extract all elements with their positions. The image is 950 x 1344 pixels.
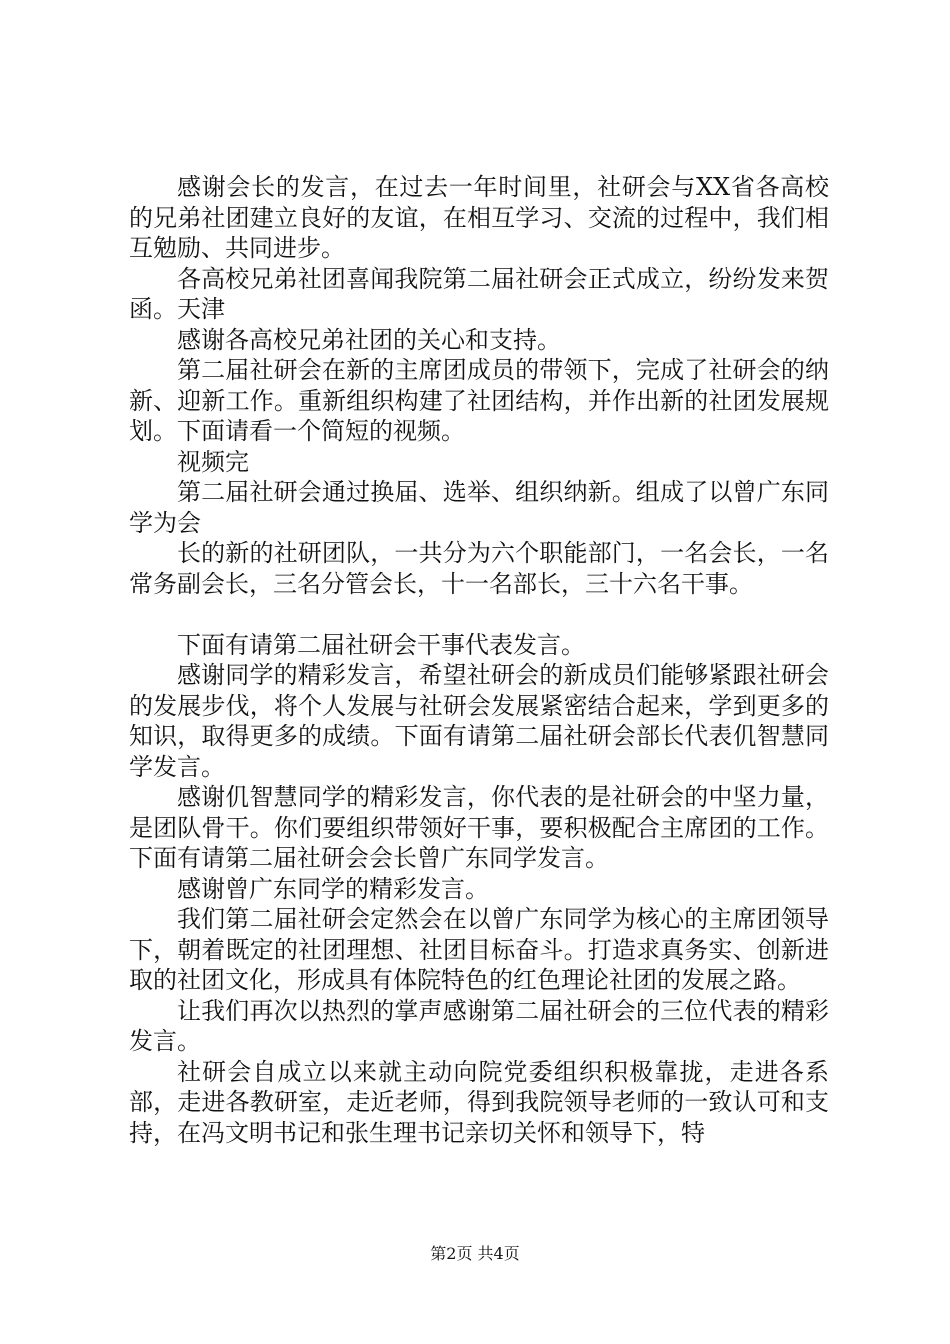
- paragraph-5: 视频完: [177, 447, 249, 476]
- paragraph-12: 我们第二届社研会定然会在以曾广东同学为核心的主席团领导下，朝着既定的社团理想、社团目标奋斗。打造求真务实、创新进取的社团文化，形成具有体院特色的红色理论社团的发展之路。: [129, 905, 829, 994]
- paragraph-spacer: [129, 599, 829, 630]
- paragraph-8: 下面有请第二届社研会干事代表发言。: [177, 630, 585, 659]
- document-body: [129, 172, 829, 1148]
- paragraph-9: 感谢同学的精彩发言，希望社研会的新成员们能够紧跟社研会的发展步伐，将个人发展与社研会发展紧密结合起来，学到更多的知识，取得更多的成绩。下面有请第二届社研会部长代表仉智慧同学发言。: [129, 661, 829, 781]
- paragraph-2: 各高校兄弟社团喜闻我院第二届社研会正式成立，纷纷发来贺函。天津: [129, 264, 829, 323]
- paragraph-3: 感谢各高校兄弟社团的关心和支持。: [177, 325, 561, 354]
- paragraph-11: 感谢曾广东同学的精彩发言。: [177, 874, 489, 903]
- page-number-label: 第2页 共4页: [430, 1244, 520, 1263]
- paragraph-6: 第二届社研会通过换届、选举、组织纳新。组成了以曾广东同学为会: [129, 478, 829, 537]
- paragraph-4: 第二届社研会在新的主席团成员的带领下，完成了社研会的纳新、迎新工作。重新组织构建了社团结构，并作出新的社团发展规划。下面请看一个简短的视频。: [129, 356, 829, 445]
- paragraph-1: 感谢会长的发言，在过去一年时间里，社研会与XX省各高校的兄弟社团建立良好的友谊，在相互学习、交流的过程中，我们相互勉励、共同进步。: [129, 173, 829, 262]
- paragraph-14: 社研会自成立以来就主动向院党委组织积极靠拢，走进各系部，走进各教研室，走近老师，得到我院领导老师的一致认可和支持，在冯文明书记和张生理书记亲切关怀和领导下，特: [129, 1057, 829, 1147]
- page-footer: [0, 1244, 950, 1264]
- paragraph-13: 让我们再次以热烈的掌声感谢第二届社研会的三位代表的精彩发言。: [129, 996, 829, 1055]
- paragraph-10: 感谢仉智慧同学的精彩发言，你代表的是社研会的中坚力量，是团队骨干。你们要组织带领好干事，要积极配合主席团的工作。下面有请第二届社研会会长曾广东同学发言。: [129, 783, 829, 872]
- paragraph-7: 长的新的社研团队，一共分为六个职能部门，一名会长，一名常务副会长，三名分管会长，十一名部长，三十六名干事。: [129, 539, 829, 598]
